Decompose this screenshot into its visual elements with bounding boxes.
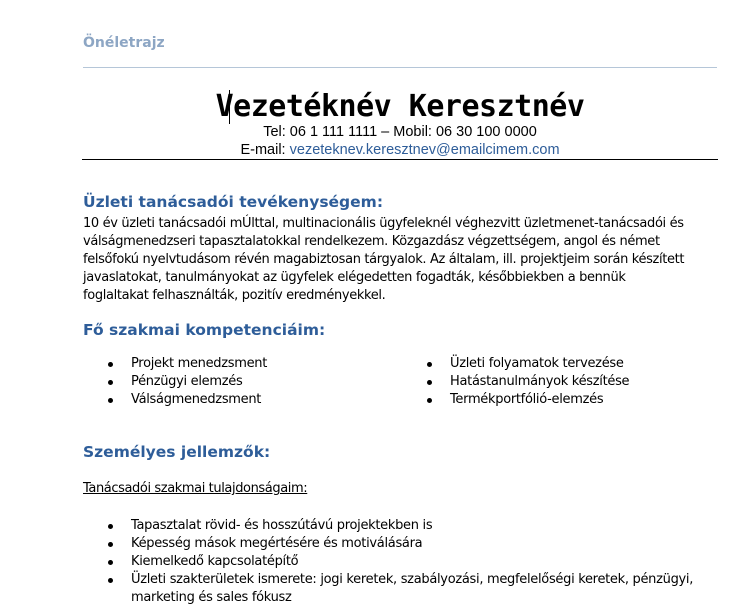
list-item: Termékportfólió-elemzés	[426, 391, 629, 409]
email-link[interactable]: vezeteknev.keresztnev@emailcimem.com	[289, 142, 560, 158]
paragraph-line: válságmenedzseri tapasztalatokkal rendelkezem. Közgazdász végzettségem, angol és német	[83, 234, 660, 249]
list-item-line: marketing és sales fókusz	[131, 590, 292, 605]
list-item: Projekt menedzsment	[107, 355, 267, 373]
list-item: Képesség mások megértésére és motiválására	[107, 535, 693, 553]
competencies-section-title: Fő szakmai kompetenciáim:	[83, 321, 326, 339]
traits-list	[107, 517, 693, 607]
email-label: E-mail:	[240, 142, 286, 158]
list-item: Tapasztalat rövid- és hosszútávú projektekben is	[107, 517, 693, 535]
list-item: Kiemelkedő kapcsolatépítő	[107, 553, 693, 571]
competencies-list-right	[426, 355, 629, 409]
phone-line: Tel: 06 1 111 1111 – Mobil: 06 30 100 0000	[263, 124, 537, 140]
email-line	[82, 142, 718, 159]
document-header-label: Önéletrajz	[83, 35, 165, 51]
list-item: Hatástanulmányok készítése	[426, 373, 629, 391]
header-divider	[83, 67, 717, 68]
business-paragraph	[83, 215, 723, 305]
paragraph-line: felsőfokú nyelvtudásom révén magabiztosan tárgyalok. Az általam, ill. projektjeim során készített	[83, 252, 685, 267]
list-item: Válságmenedzsment	[107, 391, 267, 409]
paragraph-line: javaslatokat, tanulmányokat az ügyfelek elégedetten fogadták, későbbiekben a bennük	[83, 270, 626, 285]
person-name[interactable]: Vezetéknév Keresztnév	[215, 89, 585, 124]
contact-divider	[82, 159, 718, 160]
list-item	[107, 571, 693, 607]
business-section-title: Üzleti tanácsadói tevékenységem:	[83, 193, 384, 211]
paragraph-line: 10 év üzleti tanácsadói mÚlttal, multinacionális ügyfeleknél véghezvitt üzletmenet-tanácsadói és	[83, 216, 684, 231]
paragraph-line: foglaltakat felhasználták, pozitív eredményekkel.	[83, 288, 386, 303]
list-item: Pénzügyi elemzés	[107, 373, 267, 391]
traits-subheading: Tanácsadói szakmai tulajdonságaim:	[83, 481, 308, 496]
list-item: Üzleti folyamatok tervezése	[426, 355, 629, 373]
personal-section-title: Személyes jellemzők:	[83, 443, 271, 461]
competencies-list-left	[107, 355, 267, 409]
list-item-line: Üzleti szakterületek ismerete: jogi keretek, szabályozási, megfelelőségi keretek, pénzügyi,	[131, 572, 694, 587]
